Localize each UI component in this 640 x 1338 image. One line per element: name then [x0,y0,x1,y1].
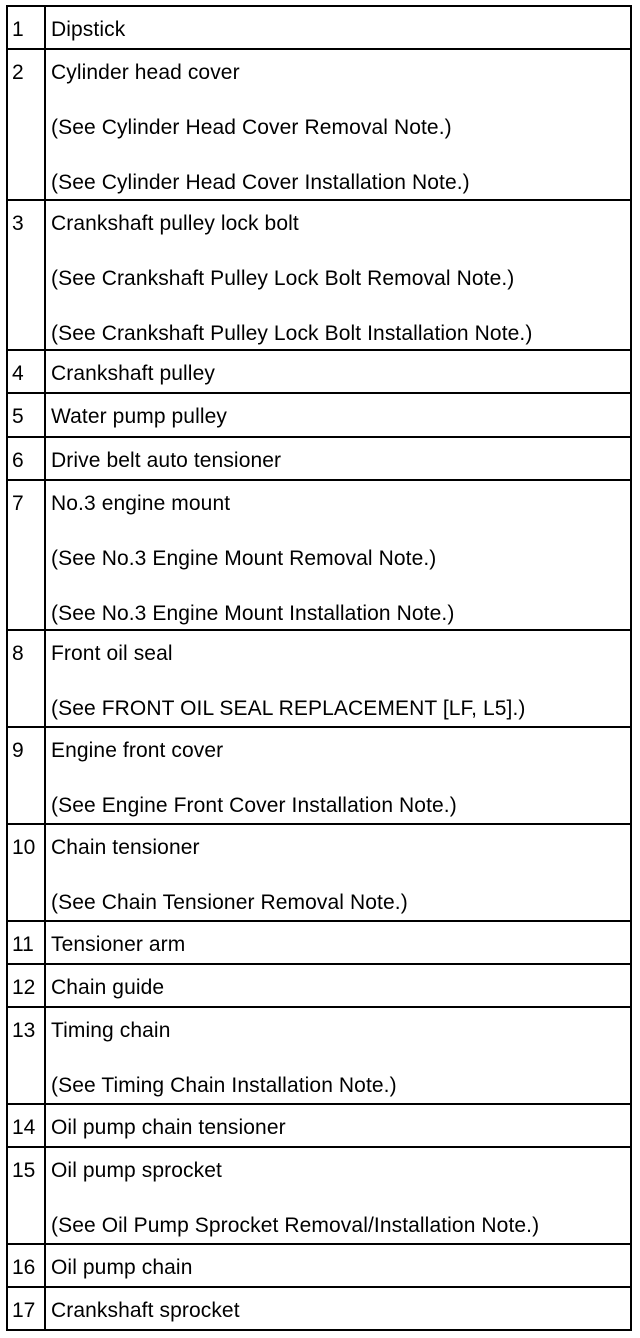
reference-note[interactable]: (See Cylinder Head Cover Removal Note.) [51,116,452,140]
item-description [46,1008,630,1103]
item-description [46,965,630,1006]
item-number: 4 [8,351,46,392]
item-number: 15 [8,1148,46,1243]
item-number: 1 [8,7,46,48]
item-number: 7 [8,481,46,630]
table-row [8,922,630,965]
item-description [46,351,630,392]
table-row [8,965,630,1008]
reference-note[interactable]: (See Engine Front Cover Installation Note.) [51,794,457,818]
table-row [8,1148,630,1245]
item-description [46,50,630,199]
part-name: Water pump pulley [51,405,227,429]
item-number: 11 [8,922,46,963]
table-row [8,728,630,825]
item-number: 12 [8,965,46,1006]
part-name: Drive belt auto tensioner [51,448,282,472]
item-description [46,394,630,435]
item-description [46,922,630,963]
table-row [8,825,630,922]
part-name: Cylinder head cover [51,61,240,85]
part-name: Crankshaft pulley lock bolt [51,211,299,235]
table-row [8,394,630,437]
item-number: 17 [8,1288,46,1329]
reference-note[interactable]: (See No.3 Engine Mount Removal Note.) [51,546,437,570]
item-description [46,1148,630,1243]
table-row [8,201,630,352]
table-row [8,1245,630,1288]
part-name: Oil pump chain [51,1255,193,1279]
item-description [46,7,630,48]
item-number: 6 [8,438,46,479]
reference-note[interactable]: (See Timing Chain Installation Note.) [51,1074,397,1098]
item-number: 2 [8,50,46,199]
item-number: 14 [8,1105,46,1146]
item-description [46,825,630,920]
table-row [8,7,630,50]
item-number: 16 [8,1245,46,1286]
item-description [46,728,630,823]
item-description [46,438,630,479]
table-row [8,481,630,632]
table-row [8,1105,630,1148]
reference-note[interactable]: (See Oil Pump Sprocket Removal/Installation Note.) [51,1213,540,1237]
item-number: 9 [8,728,46,823]
item-description [46,1105,630,1146]
part-name: Dipstick [51,18,126,41]
part-name: Tensioner arm [51,932,186,956]
reference-note[interactable]: (See FRONT OIL SEAL REPLACEMENT [LF, L5].) [51,697,526,721]
item-description [46,1288,630,1329]
item-description [46,1245,630,1286]
table-row [8,438,630,481]
part-name: Oil pump sprocket [51,1158,222,1182]
reference-note[interactable]: (See Crankshaft Pulley Lock Bolt Installation Note.) [51,321,533,345]
part-name: Front oil seal [51,642,173,666]
item-number: 5 [8,394,46,435]
part-name: Crankshaft sprocket [51,1298,240,1322]
table-row [8,351,630,394]
item-number: 13 [8,1008,46,1103]
parts-table [6,5,632,1331]
part-name: Chain tensioner [51,836,200,860]
table-row [8,631,630,728]
item-description [46,481,630,630]
table-row [8,50,630,201]
table-row [8,1288,630,1329]
item-description [46,631,630,726]
reference-note[interactable]: (See Chain Tensioner Removal Note.) [51,891,408,915]
item-description [46,201,630,350]
part-name: Timing chain [51,1019,171,1043]
table-row [8,1008,630,1105]
reference-note[interactable]: (See Cylinder Head Cover Installation Note.) [51,171,470,195]
item-number: 8 [8,631,46,726]
reference-note[interactable]: (See No.3 Engine Mount Installation Note.) [51,601,455,625]
part-name: Crankshaft pulley [51,362,215,386]
part-name: Oil pump chain tensioner [51,1115,286,1139]
reference-note[interactable]: (See Crankshaft Pulley Lock Bolt Removal Note.) [51,266,515,290]
part-name: No.3 engine mount [51,491,231,515]
part-name: Engine front cover [51,739,224,763]
item-number: 3 [8,201,46,350]
item-number: 10 [8,825,46,920]
part-name: Chain guide [51,975,165,999]
